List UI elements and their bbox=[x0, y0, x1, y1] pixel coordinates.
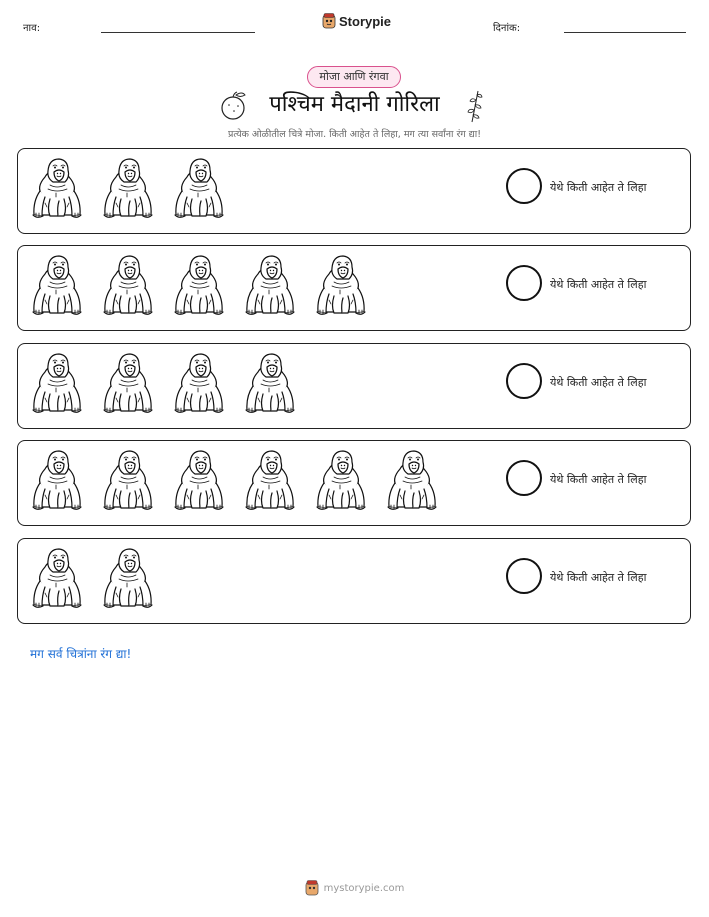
answer-label: येथे किती आहेत ते लिहा bbox=[550, 473, 647, 486]
answer-label: येथे किती आहेत ते लिहा bbox=[550, 181, 647, 194]
gorilla-picture[interactable] bbox=[241, 447, 299, 513]
title-row bbox=[0, 89, 709, 123]
gorilla-group bbox=[28, 252, 370, 318]
gorilla-picture[interactable] bbox=[99, 350, 157, 416]
gorilla-picture[interactable] bbox=[28, 252, 86, 318]
count-row-3 bbox=[17, 343, 691, 429]
gorilla-picture[interactable] bbox=[312, 447, 370, 513]
orange-fruit-icon bbox=[219, 89, 249, 121]
answer-circle[interactable] bbox=[506, 363, 542, 399]
count-row-5 bbox=[17, 538, 691, 624]
count-row-2 bbox=[17, 245, 691, 331]
answer-label: येथे किती आहेत ते लिहा bbox=[550, 376, 647, 389]
answer-label: येथे किती आहेत ते लिहा bbox=[550, 278, 647, 291]
gorilla-picture[interactable] bbox=[28, 350, 86, 416]
gorilla-group bbox=[28, 155, 228, 221]
brand-name: Storypie bbox=[339, 13, 392, 29]
count-row-4 bbox=[17, 440, 691, 526]
answer-label: येथे किती आहेत ते लिहा bbox=[550, 571, 647, 584]
activity-tag: मोजा आणि रंगवा bbox=[307, 66, 401, 88]
gorilla-picture[interactable] bbox=[241, 252, 299, 318]
name-line[interactable] bbox=[101, 32, 255, 33]
answer-circle[interactable] bbox=[506, 558, 542, 594]
date-label: दिनांक: bbox=[493, 23, 521, 34]
answer-circle[interactable] bbox=[506, 265, 542, 301]
gorilla-picture[interactable] bbox=[383, 447, 441, 513]
name-label: नाव: bbox=[23, 23, 41, 34]
site-url[interactable]: mystorypie.com bbox=[323, 882, 405, 894]
count-row-1 bbox=[17, 148, 691, 234]
gorilla-picture[interactable] bbox=[170, 350, 228, 416]
site-footer bbox=[0, 880, 709, 896]
gorilla-group bbox=[28, 545, 157, 611]
brand-logo bbox=[322, 13, 391, 29]
gorilla-picture[interactable] bbox=[28, 447, 86, 513]
answer-circle[interactable] bbox=[506, 168, 542, 204]
gorilla-picture[interactable] bbox=[241, 350, 299, 416]
gorilla-picture[interactable] bbox=[170, 252, 228, 318]
storypie-mascot-icon bbox=[305, 880, 319, 896]
gorilla-picture[interactable] bbox=[99, 252, 157, 318]
gorilla-picture[interactable] bbox=[99, 545, 157, 611]
gorilla-picture[interactable] bbox=[28, 155, 86, 221]
gorilla-picture[interactable] bbox=[170, 447, 228, 513]
gorilla-picture[interactable] bbox=[170, 155, 228, 221]
page-title: पश्चिम मैदानी गोरिला bbox=[269, 92, 440, 117]
gorilla-picture[interactable] bbox=[28, 545, 86, 611]
instruction-text: प्रत्येक ओळीतील चित्रे मोजा. किती आहेत ते लिहा, मग त्या सर्वांना रंग द्या! bbox=[227, 129, 482, 140]
leafy-twig-icon bbox=[466, 89, 486, 123]
color-all-note: मग सर्व चित्रांना रंग द्या! bbox=[30, 647, 132, 661]
gorilla-picture[interactable] bbox=[312, 252, 370, 318]
gorilla-group bbox=[28, 350, 299, 416]
gorilla-picture[interactable] bbox=[99, 155, 157, 221]
gorilla-picture[interactable] bbox=[99, 447, 157, 513]
answer-circle[interactable] bbox=[506, 460, 542, 496]
gorilla-group bbox=[28, 447, 441, 513]
storypie-mascot-icon bbox=[322, 13, 336, 29]
date-line[interactable] bbox=[564, 32, 686, 33]
